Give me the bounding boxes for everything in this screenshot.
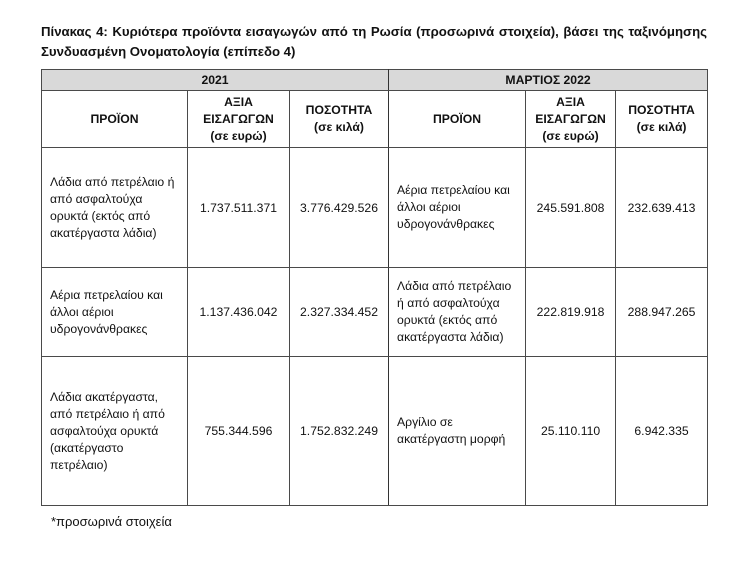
value-2022: 245.591.808: [526, 148, 616, 268]
product-2021: Λάδια από πετρέλαιο ή από ασφαλτούχα ορυκτά (εκτός από ακατέργαστα λάδια): [42, 148, 188, 268]
header-quantity-2022: [616, 91, 708, 148]
header-value-2021: [188, 91, 290, 148]
quantity-2021: 3.776.429.526: [290, 148, 389, 268]
imports-table: [41, 69, 708, 506]
footnote: *προσωρινά στοιχεία: [51, 514, 172, 529]
table-caption: Πίνακας 4: Κυριότερα προϊόντα εισαγωγών από τη Ρωσία (προσωρινά στοιχεία), βάσει της ταξινόμησης Συνδυασμένη Ονοματολογία (επίπεδο 4): [41, 24, 707, 59]
header-value-unit: (σε ευρώ): [542, 128, 599, 143]
value-2022: 222.819.918: [526, 268, 616, 357]
product-2022: Λάδια από πετρέλαιο ή από ασφαλτούχα ορυκτά (εκτός από ακατέργαστα λάδια): [389, 268, 526, 357]
header-value-2022: [526, 91, 616, 148]
header-quantity-line1: ΠΟΣΟΤΗΤΑ: [305, 103, 373, 117]
header-value-line2: ΕΙΣΑΓΩΓΩΝ: [203, 111, 274, 126]
value-2021: 1.137.436.042: [188, 268, 290, 357]
quantity-2021: 2.327.334.452: [290, 268, 389, 357]
product-2022: Αργίλιο σε ακατέργαστη μορφή: [389, 357, 526, 506]
quantity-2022: 232.639.413: [616, 148, 708, 268]
period-header-row: [42, 70, 708, 91]
header-quantity-unit: (σε κιλά): [314, 120, 364, 134]
header-quantity-2021: [290, 91, 389, 148]
table-row: [42, 148, 708, 268]
product-2021: Λάδια ακατέργαστα, από πετρέλαιο ή από ασφαλτούχα ορυκτά (ακατέργαστο πετρέλαιο): [42, 357, 188, 506]
table-row: [42, 357, 708, 506]
table-row: [42, 268, 708, 357]
header-quantity-line1: ΠΟΣΟΤΗΤΑ: [628, 103, 695, 117]
product-2022: Αέρια πετρελαίου και άλλοι αέριοι υδρογονάνθρακες: [389, 148, 526, 268]
header-value-unit: (σε ευρώ): [210, 128, 267, 143]
period-2021: 2021: [42, 70, 389, 91]
header-value-line2: ΕΙΣΑΓΩΓΩΝ: [535, 111, 606, 126]
period-march-2022: ΜΑΡΤΙΟΣ 2022: [389, 70, 708, 91]
quantity-2021: 1.752.832.249: [290, 357, 389, 506]
header-product-2022: ΠΡΟΪΟΝ: [389, 91, 526, 148]
header-product-2021: ΠΡΟΪΟΝ: [42, 91, 188, 148]
value-2022: 25.110.110: [526, 357, 616, 506]
header-quantity-unit: (σε κιλά): [636, 120, 687, 134]
value-2021: 1.737.511.371: [188, 148, 290, 268]
quantity-2022: 6.942.335: [616, 357, 708, 506]
column-header-row: [42, 91, 708, 148]
value-2021: 755.344.596: [188, 357, 290, 506]
header-value-line1: ΑΞΙΑ: [556, 94, 585, 109]
header-value-line1: ΑΞΙΑ: [224, 94, 253, 109]
product-2021: Αέρια πετρελαίου και άλλοι αέριοι υδρογονάνθρακες: [42, 268, 188, 357]
quantity-2022: 288.947.265: [616, 268, 708, 357]
